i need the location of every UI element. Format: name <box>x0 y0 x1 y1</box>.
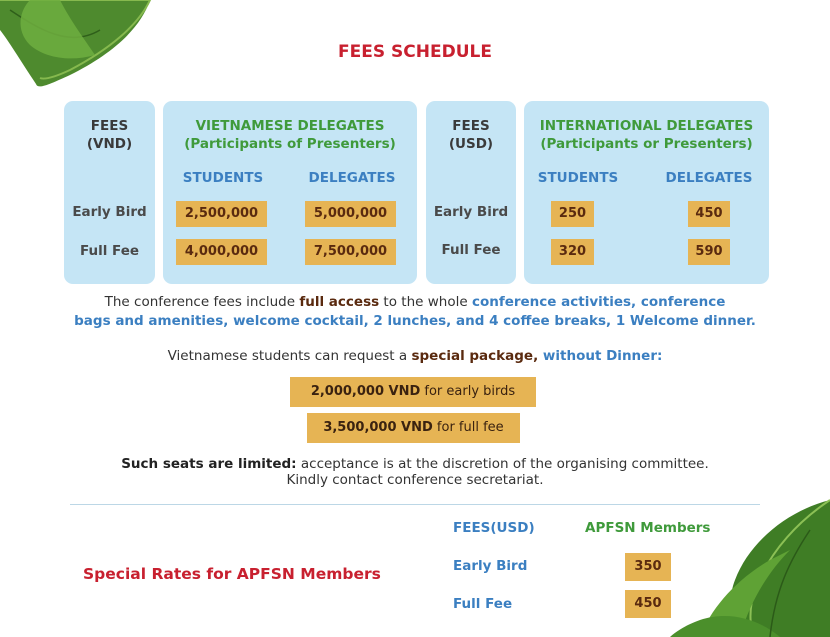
limited-seats-line2: Kindly contact conference secretariat. <box>286 472 544 488</box>
package-full-fee <box>307 413 520 443</box>
package-early-bird-amount: 2,000,000 VND <box>310 384 421 399</box>
package-early-bird <box>290 377 536 407</box>
usd-full-fee-students-value: 320 <box>551 239 594 265</box>
students-special-package-note <box>0 347 830 366</box>
usd-fees-heading <box>426 117 516 153</box>
usd-early-bird-students-value: 250 <box>551 201 594 227</box>
usd-row-label-early-bird: Early Bird <box>433 204 509 220</box>
apfsn-full-fee-value: 450 <box>625 590 671 618</box>
vietnamese-delegates-heading <box>163 117 417 153</box>
apfsn-special-rates-title: Special Rates for APFSN Members <box>83 565 381 583</box>
page-title: FEES SCHEDULE <box>338 42 492 62</box>
usd-early-bird-delegates-value: 450 <box>688 201 730 227</box>
students-note-without-dinner: without Dinner: <box>538 348 663 364</box>
vnd-col-delegates: DELEGATES <box>308 170 396 186</box>
international-delegates-heading <box>524 117 769 153</box>
apfsn-col-members: APFSN Members <box>585 520 711 536</box>
includes-full-access: full access <box>299 294 380 310</box>
usd-full-fee-delegates-value: 590 <box>688 239 730 265</box>
package-early-bird-desc: for early birds <box>420 384 516 399</box>
vnd-full-fee-delegates-value: 7,500,000 <box>305 239 396 265</box>
fees-include-line2 <box>0 312 830 331</box>
vietnamese-delegates-title: VIETNAMESE DELEGATES <box>195 118 385 134</box>
apfsn-row-label-early-bird: Early Bird <box>453 558 528 574</box>
vietnamese-delegates-subtitle: (Participants of Presenters) <box>184 136 396 152</box>
includes-text-2: to the whole <box>379 294 472 310</box>
usd-col-students: STUDENTS <box>537 170 619 186</box>
fees-include-line1 <box>0 293 830 312</box>
vnd-col-students: STUDENTS <box>182 170 264 186</box>
usd-row-label-full-fee: Full Fee <box>441 242 501 258</box>
limited-seats-bold: Such seats are limited: <box>121 456 297 472</box>
apfsn-row-label-full-fee: Full Fee <box>453 596 513 612</box>
usd-fees-heading-line1: FEES <box>452 118 490 134</box>
vnd-row-label-early-bird: Early Bird <box>72 204 147 220</box>
package-full-fee-amount: 3,500,000 VND <box>323 420 433 435</box>
apfsn-col-fees: FEES(USD) <box>453 520 535 536</box>
usd-fees-heading-line2: (USD) <box>448 136 494 152</box>
includes-activities: conference activities, conference <box>471 294 726 310</box>
international-delegates-title: INTERNATIONAL DELEGATES <box>539 118 754 134</box>
usd-col-delegates: DELEGATES <box>665 170 753 186</box>
vnd-early-bird-delegates-value: 5,000,000 <box>305 201 396 227</box>
vnd-early-bird-students-value: 2,500,000 <box>176 201 267 227</box>
vnd-fees-heading <box>64 117 155 153</box>
limited-seats-text: acceptance is at the discretion of the organising committee. <box>296 456 709 472</box>
international-delegates-subtitle: (Participants or Presenters) <box>540 136 753 152</box>
package-full-fee-desc: for full fee <box>432 420 504 435</box>
vnd-row-label-full-fee: Full Fee <box>79 243 140 259</box>
includes-amenities: bags and amenities, welcome cocktail, 2 lunches, and 4 coffee breaks, 1 Welcome dinner. <box>74 313 756 329</box>
students-note-text: Vietnamese students can request a <box>167 348 412 364</box>
section-divider <box>70 504 760 505</box>
apfsn-early-bird-value: 350 <box>625 553 671 581</box>
vnd-fees-heading-line1: FEES <box>90 118 129 134</box>
students-note-special-package: special package, <box>411 348 539 364</box>
includes-text-1: The conference fees include <box>104 294 300 310</box>
vnd-full-fee-students-value: 4,000,000 <box>176 239 267 265</box>
vnd-fees-heading-line2: (VND) <box>86 136 133 152</box>
